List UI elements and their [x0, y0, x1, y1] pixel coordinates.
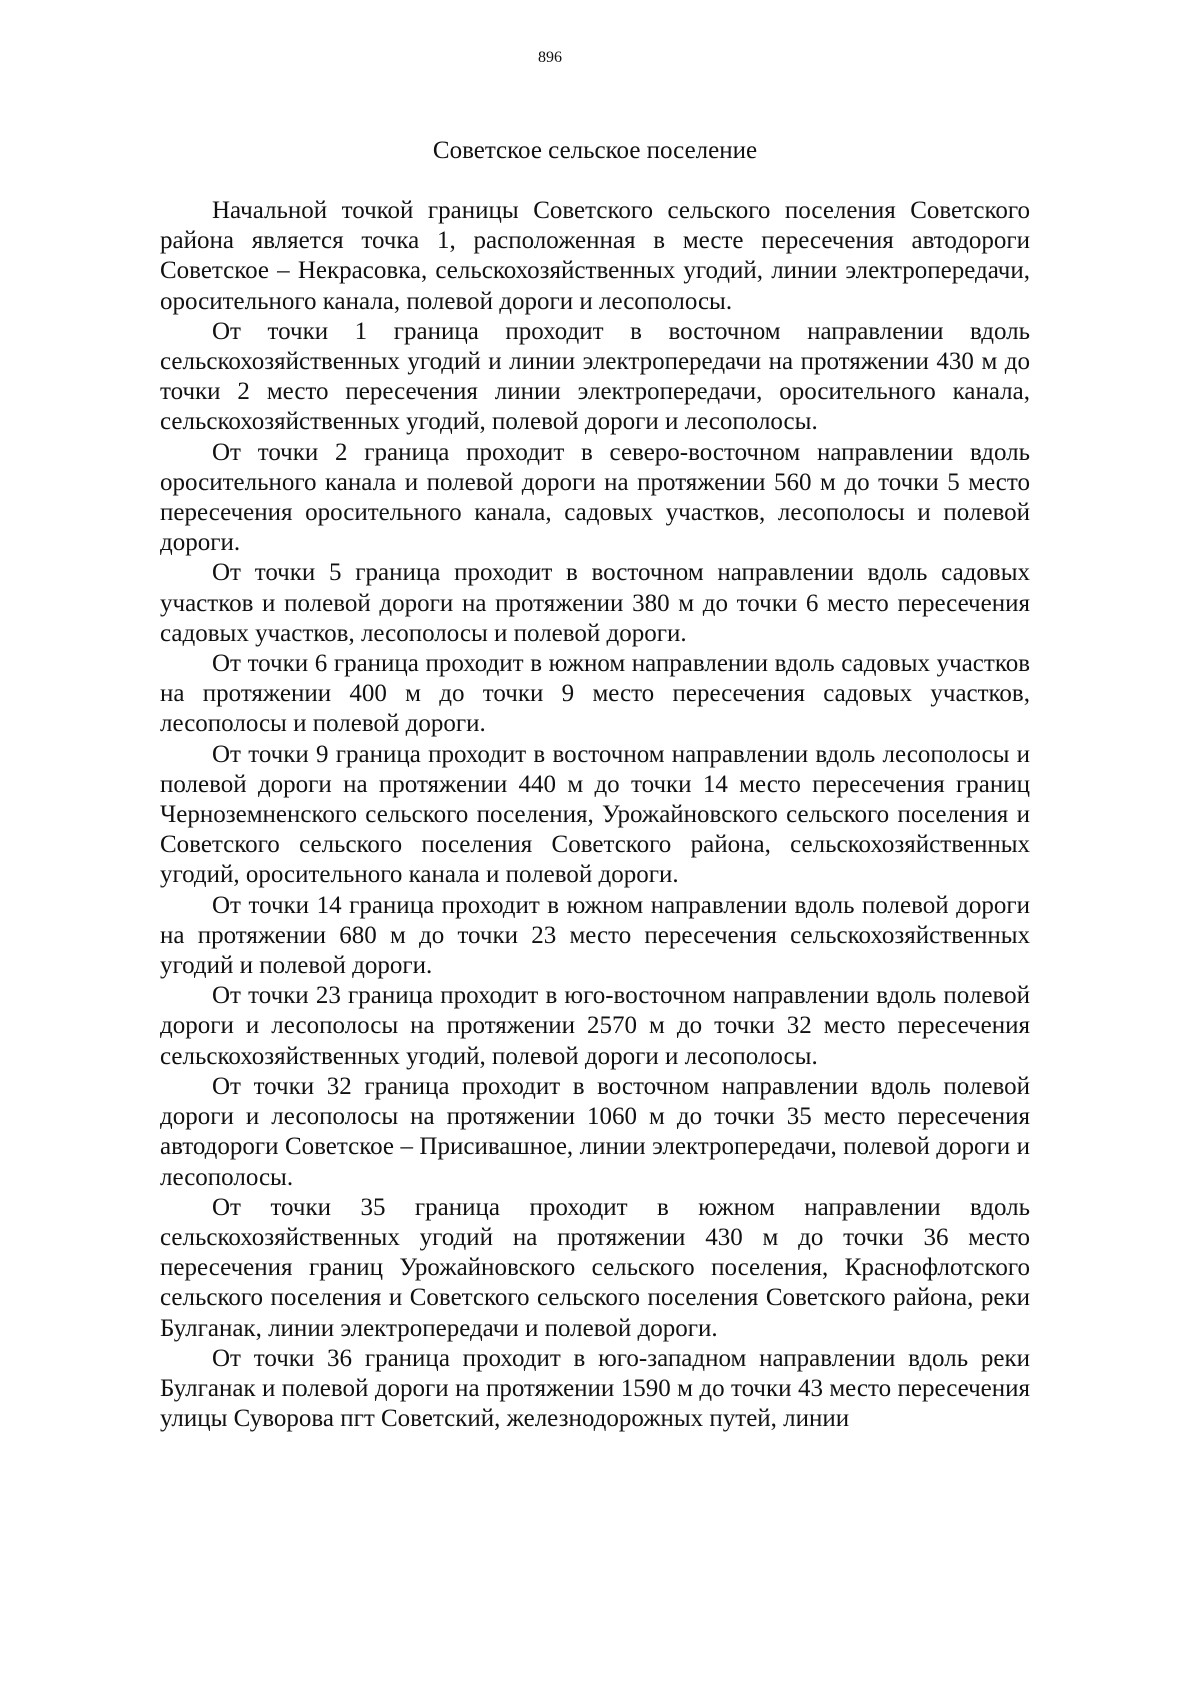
- paragraph: От точки 5 граница проходит в восточном направлении вдоль садовых участков и полевой дороги на протяжении 380 м до точки 6 место пересечения садовых участков, лесополосы и полевой дороги.: [160, 559, 1030, 647]
- paragraph: От точки 23 граница проходит в юго-восточном направлении вдоль полевой дороги и лесополосы на протяжении 2570 м до точки 32 место пересечения сельскохозяйственных угодий, полевой дороги и лесополосы.: [160, 982, 1030, 1070]
- paragraph: От точки 9 граница проходит в восточном направлении вдоль лесополосы и полевой дороги на протяжении 440 м до точки 14 место пересечения границ Черноземненского сельского поселения, Урожайновского сельского поселения и Советского сельского поселения Советского района, сельскохозяйственных угодий, оросительного канала и полевой дороги.: [160, 740, 1030, 889]
- paragraph: От точки 6 граница проходит в южном направлении вдоль садовых участков на протяжении 400 м до точки 9 место пересечения садовых участков, лесополосы и полевой дороги.: [160, 650, 1030, 738]
- paragraph: От точки 36 граница проходит в юго-западном направлении вдоль реки Булганак и полевой дороги на протяжении 1590 м до точки 43 место пересечения улицы Суворова пгт Советский, железнодорожных путей, линии: [160, 1344, 1030, 1433]
- page-number: 896: [538, 49, 562, 66]
- paragraph: От точки 14 граница проходит в южном направлении вдоль полевой дороги на протяжении 680 м до точки 23 место пересечения сельскохозяйственных угодий и полевой дороги.: [160, 891, 1030, 980]
- body-text: [160, 196, 1030, 1434]
- paragraph: Начальной точкой границы Советского сельского поселения Советского района является точка 1, расположенная в месте пересечения автодороги Советское – Некрасовка, сельскохозяйственных угодий, линии электропередачи, оросительного канала, полевой дороги и лесополосы.: [160, 197, 1030, 315]
- paragraph: От точки 35 граница проходит в южном направлении вдоль сельскохозяйственных угодий на протяжении 430 м до точки 36 место пересечения границ Урожайновского сельского поселения, Краснофлотского сельского поселения и Советского сельского поселения Советского района, реки Булганак, линии электропередачи и полевой дороги.: [160, 1193, 1030, 1342]
- paragraph: От точки 32 граница проходит в восточном направлении вдоль полевой дороги и лесополосы на протяжении 1060 м до точки 35 место пересечения автодороги Советское – Присивашное, линии электропередачи, полевой дороги и лесополосы.: [160, 1072, 1030, 1191]
- paragraph: От точки 1 граница проходит в восточном направлении вдоль сельскохозяйственных угодий и линии электропередачи на протяжении 430 м до точки 2 место пересечения линии электропередачи, оросительного канала, сельскохозяйственных угодий, полевой дороги и лесополосы.: [160, 317, 1030, 436]
- paragraph: От точки 2 граница проходит в северо-восточном направлении вдоль оросительного канала и полевой дороги на протяжении 560 м до точки 5 место пересечения оросительного канала, садовых участков, лесополосы и полевой дороги.: [160, 438, 1030, 557]
- section-heading: Советское сельское поселение: [432, 137, 758, 164]
